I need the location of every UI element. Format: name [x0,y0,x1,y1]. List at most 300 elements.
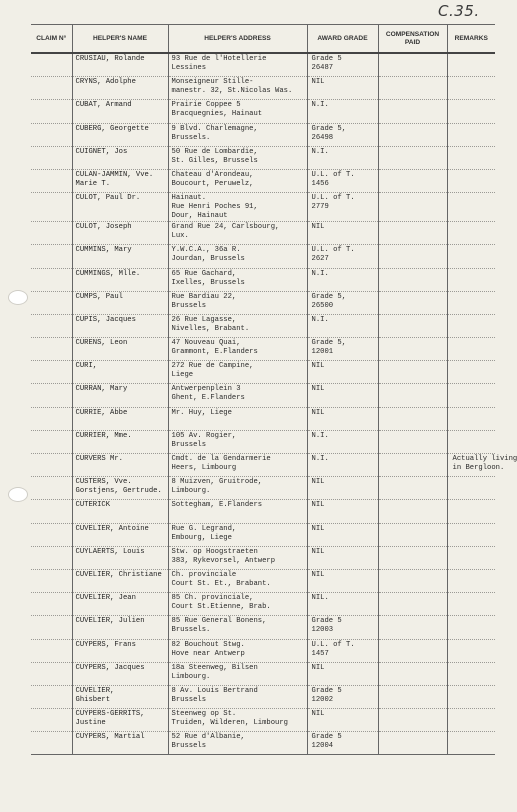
award-grade-cell-line: 26487 [311,64,334,72]
helper-name-cell [72,338,168,361]
helper-address-cell-line: Brussels [171,301,207,310]
claim-cell [31,193,72,222]
helper-name-cell-line: CUMMINGS, Mlle. [75,269,141,278]
award-grade-cell [307,430,378,453]
award-grade-cell-line: NIL [311,362,325,371]
award-grade-cell-line: 2779 [311,203,329,212]
table-row [31,430,495,453]
binder-hole [8,487,28,502]
award-grade-cell [307,500,378,523]
table-row [31,146,495,169]
helper-name-cell [72,500,168,523]
helpers-table [31,24,517,755]
award-grade-cell-line: U.L. of T. [311,194,355,203]
helper-address-cell-line: Rue Bardiau 22, [171,292,237,301]
remarks-cell [447,314,495,337]
helper-name-cell [72,593,168,616]
helper-address-cell-line: 272 Rue de Campine, [171,362,254,371]
compensation-cell [378,500,447,523]
helper-name-cell [72,291,168,314]
helper-address-cell-line: 26 Rue Lagasse, [171,315,237,324]
remarks-cell [447,639,495,662]
remarks-cell [447,361,495,384]
award-grade-cell [307,193,378,222]
helper-address-cell [168,77,307,100]
helper-name-cell-line: Justine [75,719,106,728]
table-row [31,338,495,361]
helper-name-cell [72,662,168,685]
helper-name-cell [72,407,168,430]
claim-cell [31,146,72,169]
claim-cell [31,245,72,268]
helper-name-cell [72,146,168,169]
award-grade-cell [307,523,378,546]
claim-cell [31,123,72,146]
helper-address-cell [168,169,307,192]
helper-address-cell [168,569,307,592]
award-grade-cell [307,146,378,169]
helper-address-cell-line: 8 Muizven, Gruitrode, [171,478,263,487]
helper-address-cell-line: 9 Blvd. Charlemagne, [171,124,258,133]
helper-address-cell [168,430,307,453]
helper-address-cell [168,100,307,123]
header-claim: CLAIM N° [31,25,72,54]
award-grade-cell [307,685,378,708]
table-row [31,639,495,662]
helper-name-cell [72,454,168,477]
award-grade-cell-line: NIL [311,547,325,556]
remarks-cell [447,100,495,123]
helper-address-cell-line: Grammont, E.Flanders [171,348,258,357]
remarks-cell [447,546,495,569]
compensation-cell [378,53,447,77]
table-row [31,314,495,337]
helper-name-cell-line: Gorstjens, Gertrude. [75,487,162,496]
award-grade-cell [307,477,378,500]
claim-cell [31,732,72,755]
claim-cell [31,222,72,245]
helper-name-cell-line: CUBERG, Georgette [75,124,149,133]
claim-cell [31,709,72,732]
award-grade-cell-line: N.I. [311,431,329,440]
helper-name-cell-line: CULOT, Paul Dr. [75,194,141,203]
compensation-cell [378,523,447,546]
header-remarks: REMARKS [447,25,495,54]
helper-address-cell-line: Nivelles, Brabant. [171,324,250,333]
compensation-cell [378,685,447,708]
helper-name-cell-line: CUYPERS, Jacques [75,663,145,672]
award-grade-cell-line: Grade 5, [311,124,347,133]
helper-name-cell [72,169,168,192]
compensation-cell [378,222,447,245]
award-grade-cell-line: U.L. of T. [311,640,355,649]
award-grade-cell [307,384,378,407]
award-grade-cell-line: Grade 5 [311,733,342,742]
table-row [31,523,495,546]
helper-name-cell [72,384,168,407]
helper-address-cell-line: 383, Rykevorsel, Antwerp [171,556,276,565]
remarks-cell [447,430,495,453]
award-grade-cell-line: NIL [311,710,325,719]
compensation-cell [378,477,447,500]
award-grade-cell-line: 1456 [311,179,329,188]
compensation-cell [378,338,447,361]
helper-name-cell [72,77,168,100]
helper-address-cell [168,53,307,77]
helper-name-cell-line: CUPIS, Jacques [75,315,136,324]
compensation-cell [378,268,447,291]
claim-cell [31,407,72,430]
helper-address-cell [168,268,307,291]
helper-name-cell-line: CUYLAERTS, Louis [75,547,145,556]
helper-address-cell-line: Stw. op Hoogstraeten [171,547,258,556]
claim-cell [31,77,72,100]
header-award-grade: AWARD GRADE [307,25,378,54]
award-grade-cell-line: 2627 [311,255,329,264]
remarks-cell [447,732,495,755]
remarks-cell [447,593,495,616]
helper-address-cell-line: Brussels [171,440,207,449]
remarks-cell [447,384,495,407]
compensation-cell [378,662,447,685]
remarks-cell [447,222,495,245]
helper-address-cell-line: 85 Rue General Bonens, [171,617,267,626]
helper-address-cell-line: Grand Rue 24, Carlsbourg, [171,223,280,232]
helper-address-cell-line: Steenweg op St. [171,710,237,719]
claim-cell [31,268,72,291]
table-row [31,53,495,77]
award-grade-cell [307,222,378,245]
helper-name-cell [72,193,168,222]
helper-address-cell-line: 52 Rue d'Albanie, [171,733,245,742]
remarks-cell [447,407,495,430]
award-grade-cell-line: NIL [311,385,325,394]
helper-address-cell [168,245,307,268]
helper-address-cell [168,291,307,314]
award-grade-cell [307,291,378,314]
helper-address-cell-line: Heers, Limbourg [171,464,237,472]
claim-cell [31,430,72,453]
claim-cell [31,477,72,500]
helper-address-cell [168,523,307,546]
compensation-cell [378,193,447,222]
helper-address-cell [168,639,307,662]
award-grade-cell-line: NIL. [311,594,329,603]
award-grade-cell-line: Grade 5, [311,339,347,348]
helper-address-cell [168,338,307,361]
helper-name-cell-line: CUVELIER, [75,686,115,695]
remarks-cell [447,245,495,268]
helper-name-cell [72,616,168,639]
helper-address-cell-line: Antwerpenplein 3 [171,385,241,394]
binder-hole [8,290,28,305]
award-grade-cell [307,709,378,732]
remarks-cell [447,268,495,291]
award-grade-cell-line: 12004 [311,742,334,751]
claim-cell [31,100,72,123]
helper-name-cell-line: Ghisbert [75,695,111,704]
remarks-cell [447,291,495,314]
table-row [31,193,495,222]
claim-cell [31,291,72,314]
helper-address-cell-line: Rue Henri Poches 91, [171,203,258,212]
award-grade-cell-line: U.L. of T. [311,170,355,179]
table-row [31,732,495,755]
table-row [31,593,495,616]
helper-address-cell-line: Truiden, Wilderen, Limbourg [171,719,288,728]
claim-cell [31,314,72,337]
award-grade-cell-line: 12001 [311,348,334,357]
award-grade-cell [307,407,378,430]
helper-name-cell [72,314,168,337]
table-row [31,454,495,477]
compensation-cell [378,384,447,407]
helper-address-cell [168,222,307,245]
claim-cell [31,338,72,361]
helper-address-cell-line: Chateau d'Arondeau, [171,170,254,179]
helper-name-cell-line: CUVELIER, Julien [75,617,145,626]
helper-name-cell [72,732,168,755]
award-grade-cell-line: Grade 5 [311,686,342,695]
award-grade-cell-line: 26500 [311,301,334,310]
helper-name-cell-line: CUYPERS-GERRITS, [75,710,145,719]
helper-address-cell-line: Cmdt. de la Gendarmerie [171,455,271,463]
claim-cell [31,616,72,639]
award-grade-cell [307,314,378,337]
helper-address-cell-line: Court St.Etienne, Brab. [171,603,271,612]
helper-name-cell-line: CURVERS Mr. [75,455,123,463]
award-grade-cell-line: 26498 [311,133,334,142]
compensation-cell [378,146,447,169]
claim-cell [31,593,72,616]
helper-address-cell-line: Limbourg. [171,672,211,681]
helper-address-cell-line: 8 Av. Louis Bertrand [171,686,258,695]
helper-address-cell-line: Brussels. [171,133,211,142]
award-grade-cell-line: 12002 [311,695,334,704]
claim-cell [31,500,72,523]
compensation-cell [378,77,447,100]
helper-address-cell [168,314,307,337]
helper-name-cell [72,245,168,268]
helper-name-cell [72,361,168,384]
table-row [31,546,495,569]
table-row [31,77,495,100]
helper-address-cell-line: 65 Rue Gachard, [171,269,237,278]
helper-name-cell-line: CUSTERS, Vve. [75,478,132,487]
helper-name-cell [72,477,168,500]
table-row [31,500,495,523]
header-compensation-paid: COMPENSATION PAID [378,25,447,54]
table-row [31,569,495,592]
table-row [31,123,495,146]
helper-name-cell [72,685,168,708]
helper-address-cell-line: 93 Rue de l'Hotellerie [171,55,267,63]
helper-name-cell [72,546,168,569]
table-row [31,361,495,384]
helper-name-cell-line: CUIGNET, Jos [75,147,128,156]
helper-name-cell-line: CRYNS, Adolphe [75,78,136,87]
helper-address-cell [168,685,307,708]
table-row [31,407,495,430]
helper-address-cell [168,361,307,384]
helper-address-cell-line: Embourg, Liege [171,533,232,542]
helper-address-cell [168,732,307,755]
award-grade-cell-line: 12003 [311,626,334,635]
helper-address-cell-line: Rue G. Legrand, [171,524,237,533]
remarks-cell [447,477,495,500]
remarks-cell [447,500,495,523]
helper-address-cell [168,454,307,477]
helper-address-cell-line: Y.W.C.A., 36a R. [171,246,241,255]
helper-address-cell-line: Prairie Coppee 5 [171,101,241,110]
award-grade-cell-line: NIL [311,478,325,487]
helper-address-cell-line: Limbourg. [171,487,211,496]
helper-address-cell [168,616,307,639]
award-grade-cell-line: NIL [311,570,325,579]
compensation-cell [378,407,447,430]
table-row [31,100,495,123]
claim-cell [31,639,72,662]
award-grade-cell-line: N.I. [311,315,329,324]
compensation-cell [378,546,447,569]
helper-address-cell-line: Jourdan, Brussels [171,255,245,264]
helper-address-cell-line: 47 Nouveau Quai, [171,339,241,348]
claim-cell [31,569,72,592]
helper-address-cell-line: Monseigneur Stille- [171,78,254,87]
helper-name-cell [72,53,168,77]
award-grade-cell-line: N.I. [311,455,329,463]
table-row [31,169,495,192]
helper-address-cell-line: Ch. provinciale [171,570,237,579]
helper-name-cell-line: CUMMINS, Mary [75,246,132,255]
award-grade-cell [307,569,378,592]
remarks-cell [447,454,517,477]
helper-name-cell [72,639,168,662]
claim-cell [31,662,72,685]
helper-address-cell-line: Brussels [171,695,207,704]
helper-name-cell-line: CURRIER, Mme. [75,431,132,440]
helper-name-cell-line: CURI, [75,362,98,371]
remarks-cell [447,685,495,708]
award-grade-cell [307,616,378,639]
helper-address-cell-line: Hove near Antwerp [171,649,245,658]
award-grade-cell-line: N.I. [311,101,329,110]
table-row [31,477,495,500]
award-grade-cell-line: Grade 5 [311,55,342,63]
award-grade-cell-line: 1457 [311,649,329,658]
claim-cell [31,361,72,384]
award-grade-cell [307,100,378,123]
award-grade-cell [307,268,378,291]
helper-address-cell [168,123,307,146]
award-grade-cell-line: NIL [311,501,325,510]
table-row [31,222,495,245]
helper-address-cell-line: Ixelles, Brussels [171,278,245,287]
helper-address-cell [168,593,307,616]
helper-address-cell-line: manestr. 32, St.Nicolas Was. [171,87,293,96]
compensation-cell [378,569,447,592]
helper-address-cell [168,709,307,732]
compensation-cell [378,245,447,268]
remarks-cell [447,146,495,169]
table-row [31,384,495,407]
claim-cell [31,546,72,569]
award-grade-cell [307,123,378,146]
helper-address-cell-line: Lessines [171,64,207,72]
award-grade-cell [307,77,378,100]
remarks-cell [447,53,495,77]
helper-name-cell-line: CURENS, Leon [75,339,128,348]
helper-address-cell-line: Sottegham, E.Flanders [171,501,263,510]
award-grade-cell-line: NIL [311,223,325,232]
table-row [31,709,495,732]
compensation-cell [378,709,447,732]
award-grade-cell-line: NIL [311,524,325,533]
helper-name-cell-line: CUYPERS, Frans [75,640,136,649]
helper-name-cell-line: CURRIE, Abbe [75,408,128,417]
helper-address-cell [168,477,307,500]
award-grade-cell [307,169,378,192]
helper-name-cell [72,709,168,732]
helper-name-cell-line: CRUSIAU, Rolande [75,55,145,63]
award-grade-cell-line: NIL [311,78,325,87]
helper-address-cell-line: Court St. Et., Brabant. [171,579,271,588]
helper-name-cell-line: CUVELIER, Antoine [75,524,149,533]
remarks-cell [447,523,495,546]
claim-cell [31,523,72,546]
award-grade-cell [307,361,378,384]
helper-name-cell-line: CUVELIER, Jean [75,594,136,603]
page-number: C.35. [438,2,480,20]
helper-name-cell-line: CULOT, Joseph [75,223,132,232]
remarks-cell [447,77,495,100]
helper-address-cell-line: St. Gilles, Brussels [171,156,258,165]
award-grade-cell-line: Grade 5, [311,292,347,301]
helper-name-cell [72,569,168,592]
compensation-cell [378,454,447,477]
claim-cell [31,685,72,708]
table-body [31,53,517,755]
helper-address-cell [168,500,307,523]
claim-cell [31,384,72,407]
helper-address-cell-line: Lux. [171,232,189,241]
award-grade-cell-line: NIL [311,408,325,417]
helper-address-cell-line: Boucourt, Peruwelz, [171,179,254,188]
table-row [31,662,495,685]
header-row [31,25,495,54]
remarks-cell [447,193,495,222]
remarks-cell [447,338,495,361]
remarks-cell [447,569,495,592]
table-row [31,245,495,268]
award-grade-cell-line: N.I. [311,147,329,156]
helper-address-cell-line: Bracquegnies, Hainaut [171,110,263,119]
award-grade-cell [307,454,378,477]
helper-address-cell [168,146,307,169]
award-grade-cell [307,245,378,268]
award-grade-cell [307,338,378,361]
helper-address-cell-line: Hainaut. [171,194,207,203]
helper-address-cell-line: Dour, Hainaut [171,212,228,221]
table-row [31,268,495,291]
compensation-cell [378,314,447,337]
helper-address-cell-line: Ghent, E.Flanders [171,394,245,403]
award-grade-cell [307,662,378,685]
table-row [31,616,495,639]
header-helper-address: HELPER'S ADDRESS [168,25,307,54]
table-row [31,685,495,708]
helper-address-cell-line: 105 Av. Rogier, [171,431,237,440]
